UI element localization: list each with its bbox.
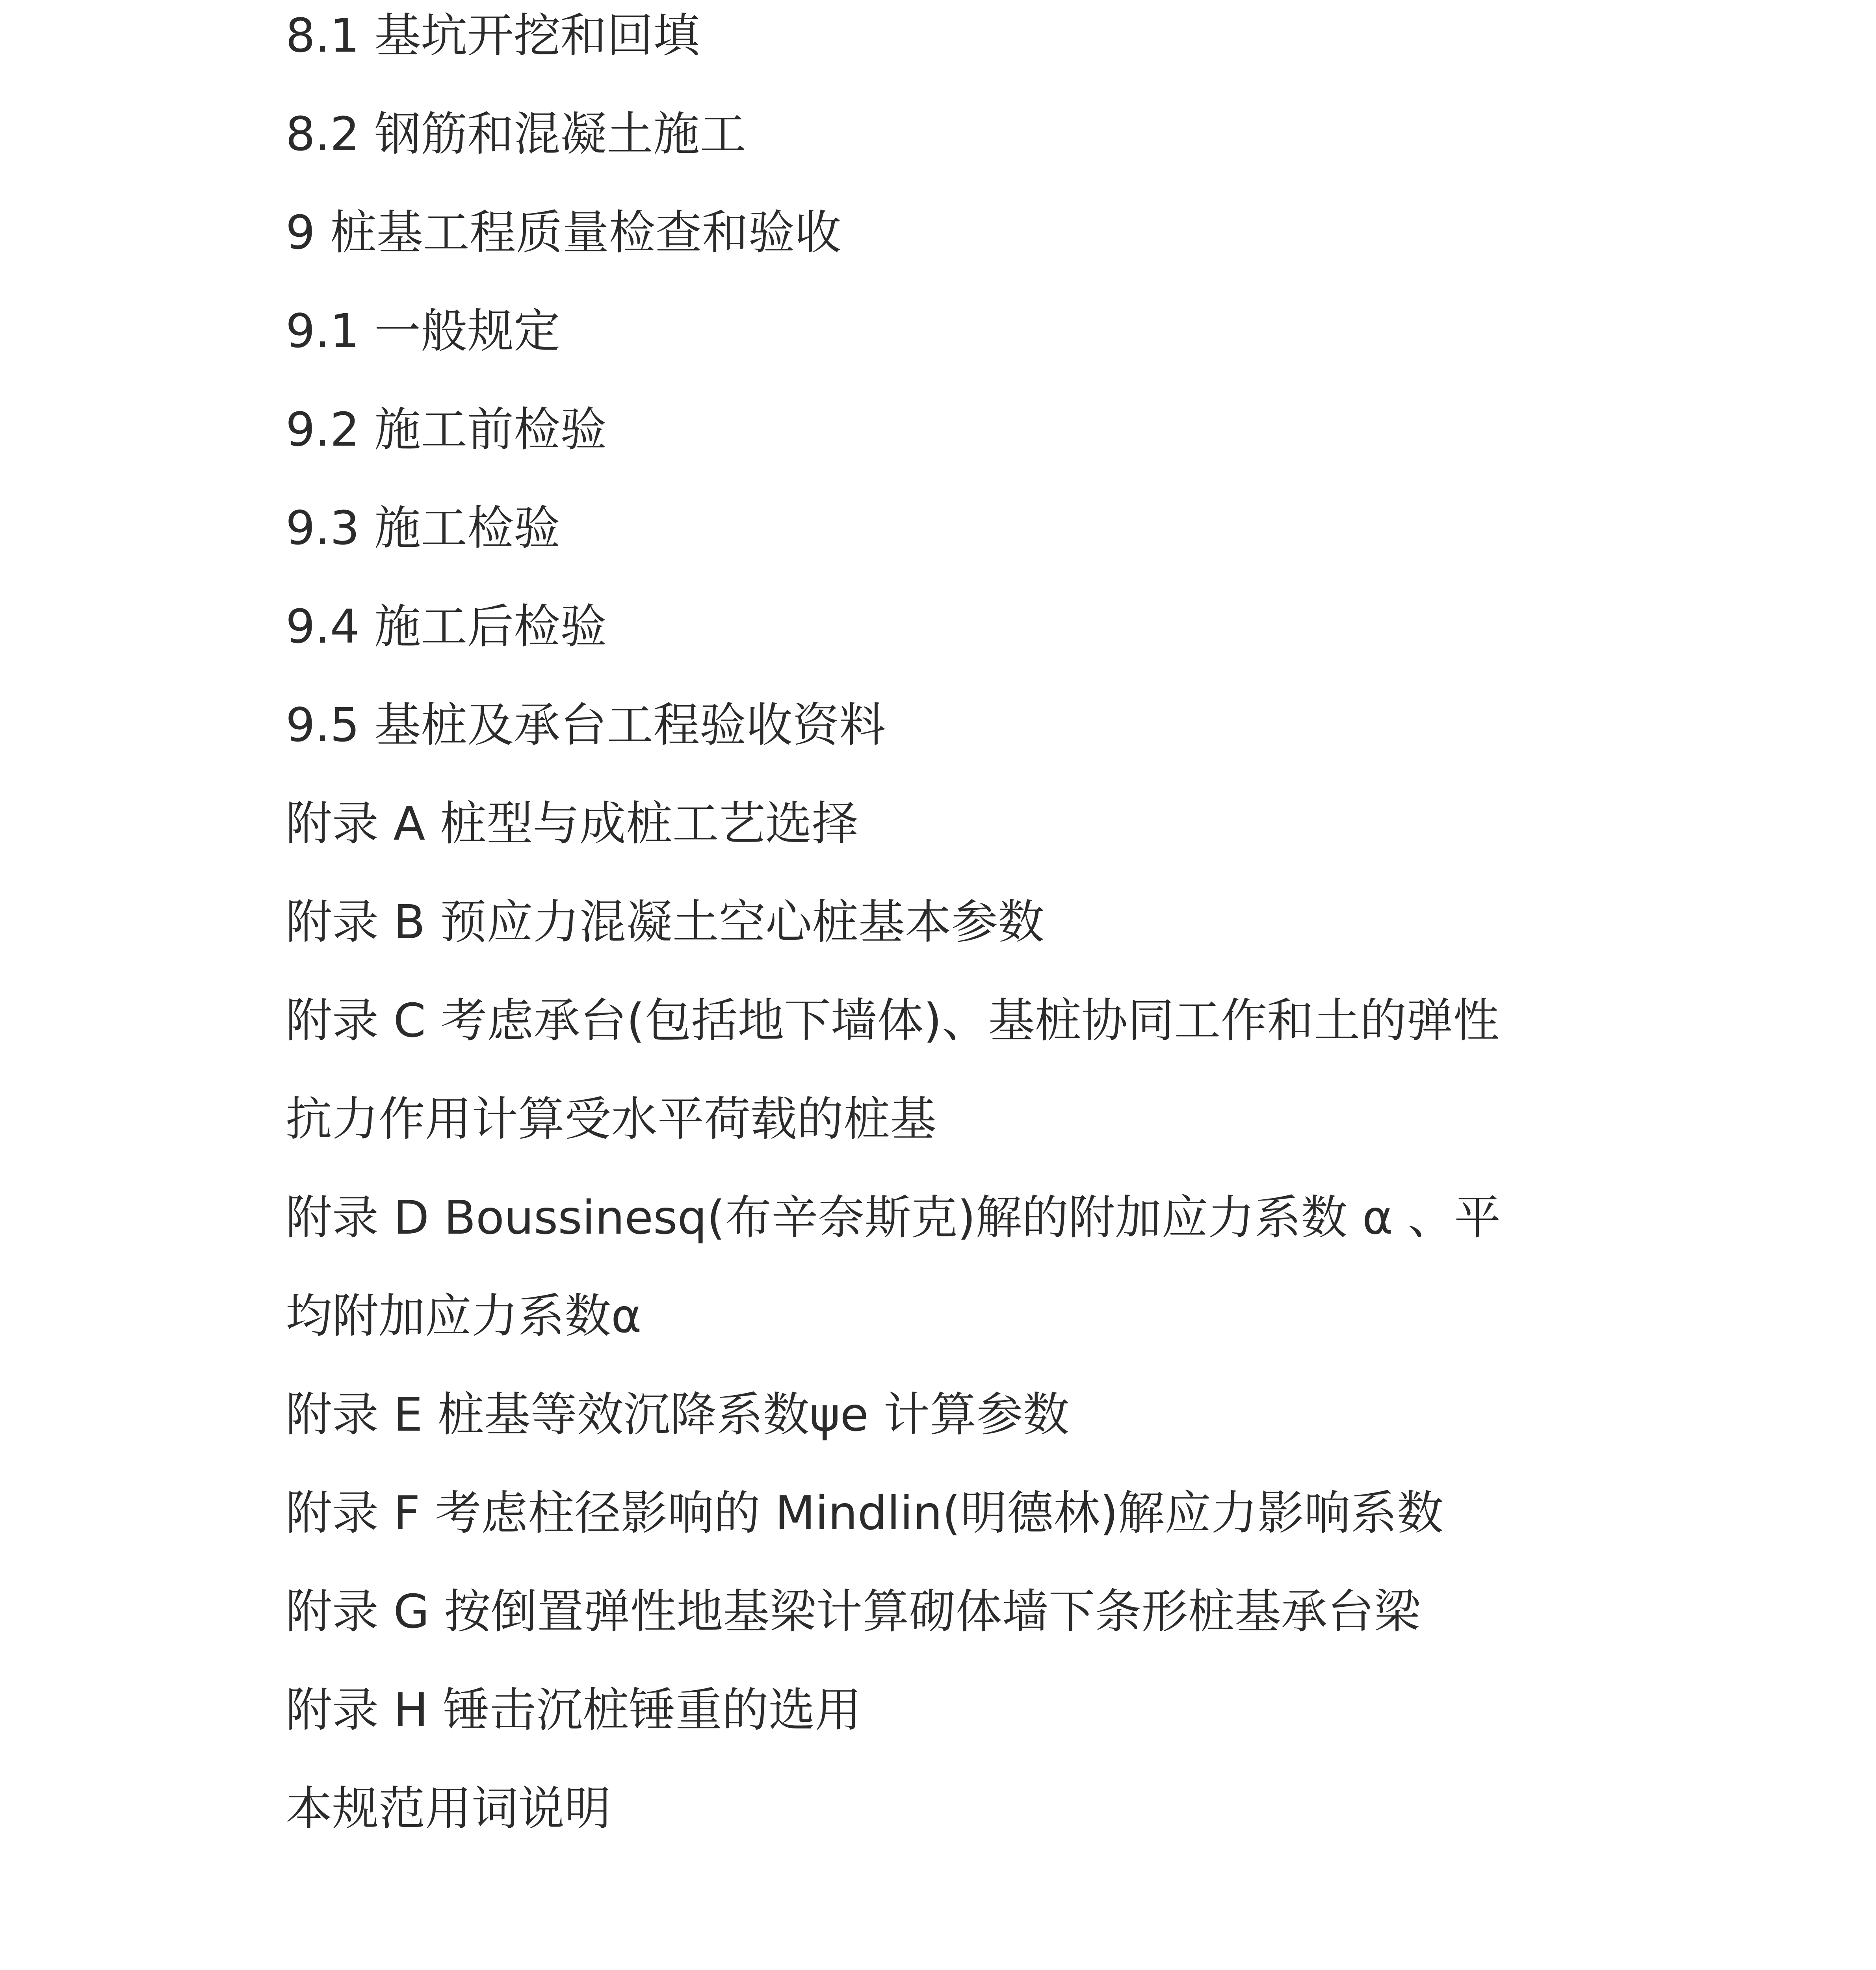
toc-item-appendix-d: 附录 D Boussinesq(布辛奈斯克)解的附加应力系数 α 、平 [286,1190,1501,1245]
toc-item-8-1: 8.1 基坑开挖和回填 [286,8,700,63]
toc-item-9: 9 桩基工程质量检查和验收 [286,205,841,260]
toc-item-8-2: 8.2 钢筋和混凝土施工 [286,107,747,161]
toc-item-appendix-b: 附录 B 预应力混凝土空心桩基本参数 [286,895,1044,949]
toc-item-appendix-d-continued: 均附加应力系数α [286,1289,642,1343]
toc-item-appendix-h: 附录 H 锤击沉桩锤重的选用 [286,1683,862,1737]
toc-item-9-4: 9.4 施工后检验 [286,599,607,654]
toc-item-9-2: 9.2 施工前检验 [286,402,607,457]
toc-item-9-5: 9.5 基桩及承台工程验收资料 [286,698,886,752]
toc-item-appendix-g: 附录 G 按倒置弹性地基梁计算砌体墙下条形桩基承台梁 [286,1584,1421,1639]
toc-item-appendix-a: 附录 A 桩型与成桩工艺选择 [286,796,858,851]
toc-item-9-1: 9.1 一般规定 [286,304,561,358]
toc-item-appendix-f: 附录 F 考虑柱径影响的 Mindlin(明德林)解应力影响系数 [286,1486,1444,1540]
toc-item-appendix-c-continued: 抗力作用计算受水平荷载的桩基 [286,1092,937,1146]
toc-item-appendix-c: 附录 C 考虑承台(包括地下墙体)、基桩协同工作和土的弹性 [286,993,1500,1048]
toc-item-terms: 本规范用词说明 [286,1781,611,1836]
toc-item-appendix-e: 附录 E 桩基等效沉降系数ψe 计算参数 [286,1387,1070,1442]
toc-item-9-3: 9.3 施工检验 [286,501,561,555]
